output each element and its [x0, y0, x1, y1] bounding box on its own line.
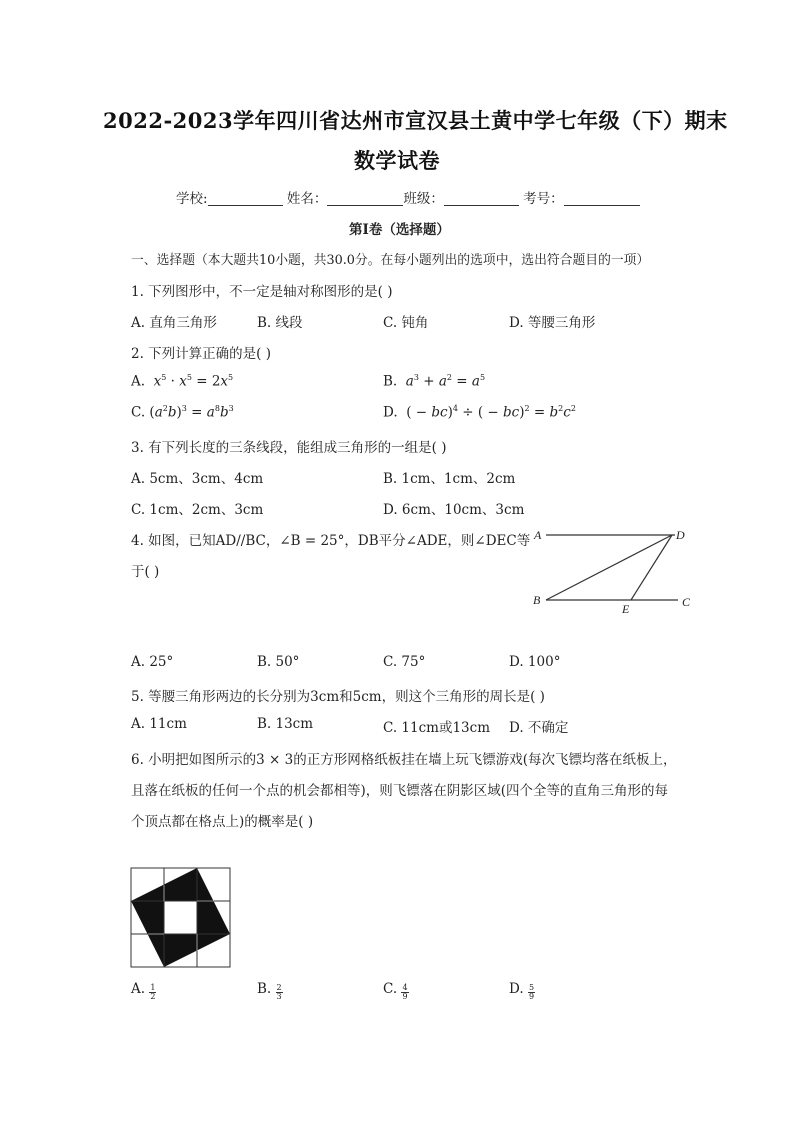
- line-de: [631, 535, 672, 600]
- q2-option-c[interactable]: C. $(a^2b)^3 = a^8b^3$: [131, 404, 234, 421]
- class-field[interactable]: [444, 191, 519, 206]
- q1-option-a[interactable]: A. 直角三角形: [131, 315, 217, 331]
- q4-option-b[interactable]: B. 50°: [257, 654, 300, 670]
- q5-option-d[interactable]: D. 不确定: [509, 720, 569, 736]
- dart-board-grid-figure: [130, 867, 232, 969]
- parallel-lines-figure: [528, 522, 698, 622]
- q4-option-c[interactable]: C. 75°: [383, 654, 426, 670]
- question-1-stem: 1. 下列图形中，不一定是轴对称图形的是( ): [131, 284, 393, 300]
- label-c: C: [682, 595, 691, 609]
- q6-option-a-label: A.: [131, 981, 146, 997]
- question-6-stem-line-3: 个顶点都在格点上)的概率是( ): [131, 814, 314, 830]
- class-label: 班级：: [403, 191, 444, 207]
- info-line: [176, 187, 640, 207]
- title-line-2: 数学试卷: [354, 148, 440, 173]
- q6-option-d[interactable]: [509, 981, 535, 1001]
- q1-option-d[interactable]: D. 等腰三角形: [509, 315, 596, 331]
- question-4-stem-line-1: 4. 如图，已知AD//BC，∠B = 25°，DB平分∠ADE，则∠DEC等: [131, 533, 531, 549]
- q1-option-b[interactable]: B. 线段: [257, 315, 303, 331]
- fraction-c: $\frac{4}{9}$: [402, 983, 408, 1001]
- q6-option-b[interactable]: [257, 981, 283, 1001]
- q3-option-a[interactable]: A. 5cm、3cm、4cm: [131, 471, 264, 487]
- fraction-d: $\frac{5}{9}$: [528, 983, 535, 1001]
- name-label: 姓名：: [286, 191, 328, 207]
- q4-option-a[interactable]: A. 25°: [131, 654, 174, 670]
- question-6-stem-line-2: 且落在纸板的任何一个点的机会都相等)，则飞镖落在阴影区域(四个全等的直角三角形的每: [131, 783, 669, 799]
- exam-no-field[interactable]: [564, 191, 640, 206]
- section-title: 第I卷（选择题）: [349, 222, 450, 238]
- q3-option-b[interactable]: B. 1cm、1cm、2cm: [383, 471, 516, 487]
- fraction-a: $\frac{1}{2}$: [150, 983, 156, 1001]
- q2-option-a[interactable]: A. $x^5 \cdot x^5 = 2x^5$: [131, 373, 234, 390]
- question-3-stem: 3. 有下列长度的三条线段，能组成三角形的一组是( ): [131, 440, 447, 456]
- label-a: A: [534, 528, 542, 542]
- q6-option-c-label: C.: [383, 981, 398, 997]
- q3-option-d[interactable]: D. 6cm、10cm、3cm: [383, 502, 525, 518]
- q1-option-c[interactable]: C. 钝角: [383, 315, 429, 331]
- q6-option-a[interactable]: [131, 981, 156, 1001]
- q6-option-c[interactable]: [383, 981, 409, 1001]
- name-field[interactable]: [327, 191, 403, 206]
- q2-option-b[interactable]: B. $a^3 + a^2 = a^5$: [383, 373, 486, 390]
- q6-option-b-label: B.: [257, 981, 272, 997]
- q5-option-a[interactable]: A. 11cm: [131, 716, 187, 732]
- school-label: 学校:: [176, 191, 208, 207]
- fraction-b: $\frac{2}{3}$: [276, 983, 282, 1001]
- title-line-1: 2022-2023学年四川省达州市宣汉县土黄中学七年级（下）期末: [103, 108, 728, 133]
- q5-option-c[interactable]: C. 11cm或13cm: [383, 720, 491, 736]
- label-b: B: [533, 593, 541, 607]
- q4-option-d[interactable]: D. 100°: [509, 654, 561, 670]
- q3-option-c[interactable]: C. 1cm、2cm、3cm: [131, 502, 264, 518]
- question-6-stem-line-1: 6. 小明把如图所示的3 × 3的正方形网格纸板挂在墙上玩飞镖游戏(每次飞镖均落在纸板上，: [131, 752, 677, 768]
- q6-option-d-label: D.: [509, 981, 524, 997]
- q2-option-d[interactable]: D. ( − bc)$^4$ ÷ ( − $bc)^2 = b^2c^2$: [383, 404, 576, 421]
- shaded-region: [131, 868, 230, 967]
- label-e: E: [622, 602, 630, 616]
- q5-option-b[interactable]: B. 13cm: [257, 716, 314, 732]
- question-2-stem: 2. 下列计算正确的是( ): [131, 346, 271, 362]
- school-field[interactable]: [208, 191, 283, 206]
- label-d: D: [676, 528, 685, 542]
- line-bd: [546, 535, 672, 600]
- part-header: 一、选择题（本大题共10小题，共30.0分。在每小题列出的选项中，选出符合题目的一项）: [131, 253, 650, 268]
- question-5-stem: 5. 等腰三角形两边的长分别为3cm和5cm，则这个三角形的周长是( ): [131, 689, 545, 705]
- exam-no-label: 考号：: [523, 191, 564, 207]
- question-4-stem-line-2: 于( ): [131, 564, 160, 580]
